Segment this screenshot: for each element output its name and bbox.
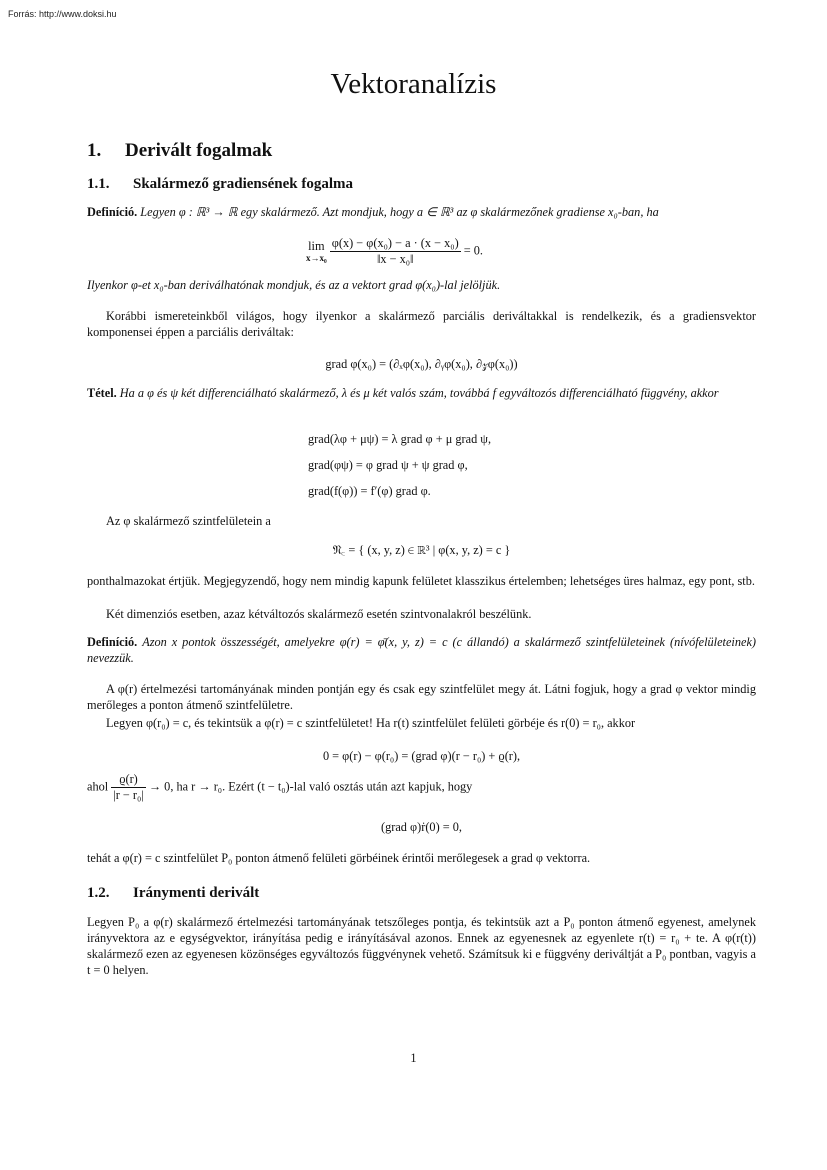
paragraph-unique-surface: A φ(r) értelmezési tartományának minden pontján egy és csak egy szintfelület megy át. Látni fogjuk, hogy a grad φ vektor mindig merőleges a ponton átmenő szintfelületre. — [87, 682, 756, 712]
section-number: 1.2. — [87, 885, 110, 901]
ahol-line — [87, 772, 472, 803]
fraction-numerator: ϱ(r) — [111, 772, 145, 788]
theorem-equation-1: grad(λφ + μψ) = λ grad φ + μ grad ψ, — [308, 432, 492, 446]
gradient-equation: grad φ(x₀) = (∂ₓφ(x₀), ∂ᵧφ(x₀), ∂𝓏φ(x₀)) — [325, 357, 518, 371]
section-1-1-heading — [87, 176, 353, 193]
section-1-2-heading — [87, 885, 259, 902]
limit-equation — [306, 236, 483, 267]
limit-rhs: = 0. — [463, 243, 483, 258]
section-title: Derivált fogalmak — [125, 140, 273, 161]
theorem — [87, 385, 756, 401]
theorem-equation-2: grad(φψ) = φ grad ψ + ψ grad φ, — [308, 458, 468, 472]
limit-operator — [306, 240, 327, 264]
definition-label: Definíció. — [87, 205, 138, 219]
paragraph-level-surfaces-intro: Az φ skalármező szintfelületein a — [106, 514, 271, 528]
paragraph-level-lines: Két dimenziós esetben, azaz kétváltozós skalármező esetén szintvonalakról beszélünk. — [106, 607, 532, 621]
definition-text: Azon x pontok összességét, amelyekre φ(r) = φ̄(x, y, z) = c (c állandó) a skalármező szintfelületeinek (nívófelületeinek) nevezzük. — [87, 635, 756, 665]
definition-2 — [87, 634, 756, 666]
page-title: Vektoranalízis — [330, 68, 497, 100]
zero-equation: 0 = φ(r) − φ(r₀) = (grad φ)(r − r₀) + ϱ(r), — [322, 749, 521, 763]
theorem-equations — [308, 426, 491, 504]
source-note: Forrás: http://www.doksi.hu — [8, 9, 117, 19]
paragraph-surface-curve: Legyen φ(r₀) = c, és tekintsük a φ(r) = c szintfelületet! Ha r(t) szintfelület felületi görbéje és r(0) = r₀, akkor — [106, 716, 636, 730]
definition-1-conclusion: Ilyenkor φ-et x₀-ban deriválhatónak mondjuk, és az a vektort grad φ(x₀)-lal jelöljük. — [87, 278, 501, 292]
limit-subscript: x→x₀ — [306, 252, 327, 263]
theorem-label: Tétel. — [87, 386, 117, 400]
paragraph-partial-derivatives: Korábbi ismereteinkből világos, hogy ilyenkor a skalármező parciális deriváltakkal is rendelkezik, és a gradiensvektor komponensei éppen a parciális deriváltak: — [87, 309, 756, 339]
gradient-dot-equation: (grad φ)ṙ(0) = 0, — [381, 820, 462, 834]
level-set-equation: 𝔑꜀ = { (x, y, z) ∈ ℝ³ | φ(x, y, z) = c } — [332, 543, 511, 557]
page-number: 1 — [410, 1051, 417, 1065]
fraction-denominator: ‖x − x₀‖ — [376, 252, 414, 266]
limit-fraction — [330, 236, 461, 267]
theorem-text: Ha a φ és ψ két differenciálható skalármező, λ és μ két valós szám, továbbá f egyváltozós differenciálható függvény, akkor — [119, 386, 719, 400]
paragraph-orthogonal: tehát a φ(r) = c szintfelület P₀ ponton átmenő felületi görbéinek érintői merőlegesek a grad φ vektorra. — [87, 851, 591, 865]
section-title: Skalármező gradiensének fogalma — [133, 176, 353, 192]
paragraph-point-sets: ponthalmazokat értjük. Megjegyzendő, hogy nem mindig kapunk felületet klasszikus értelemben; lehetséges üres halmaz, egy pont, stb. — [87, 574, 755, 588]
ahol-word: ahol — [87, 779, 109, 794]
theorem-equation-3: grad(f(φ)) = f′(φ) grad φ. — [308, 484, 431, 498]
definition-1 — [87, 204, 756, 220]
fraction-numerator: φ(x) − φ(x₀) − a · (x − x₀) — [331, 236, 459, 250]
fraction-denominator: |r − r₀| — [113, 788, 144, 802]
section-number: 1.1. — [87, 176, 110, 192]
definition-text: Legyen φ : ℝ³ → ℝ egy skalármező. Azt mondjuk, hogy a ∈ ℝ³ az φ skalármezőnek gradiense x₀-ban, ha — [140, 205, 659, 219]
paragraph-directional-derivative: Legyen P₀ a φ(r) skalármező értelmezési tartományának tetszőleges pontja, és tekintsük azt a P₀ ponton átmenő egyenest, amelynek irányvektora az e egységvektor, irányítása pedig e irányításával azonos. Ennek az egyenesnek az egyenlete r(t) = r₀ + te. A φ(r(t)) skalármező ezen az egyenesen közönséges egyváltozós függvénynek vehető. Számítsuk ki e függvény deriváltját a P₀ pontban, vagyis a t = 0 helyen. — [87, 915, 756, 977]
section-title: Iránymenti derivált — [133, 885, 260, 901]
limit-word: lim — [308, 238, 325, 253]
rho-fraction — [111, 772, 145, 803]
ahol-rest: → 0, ha r → r₀. Ezért (t − t₀)-lal való osztás után azt kapjuk, hogy — [148, 779, 473, 794]
section-number: 1. — [87, 140, 102, 161]
section-1-heading — [87, 140, 272, 162]
definition-label: Definíció. — [87, 635, 138, 649]
